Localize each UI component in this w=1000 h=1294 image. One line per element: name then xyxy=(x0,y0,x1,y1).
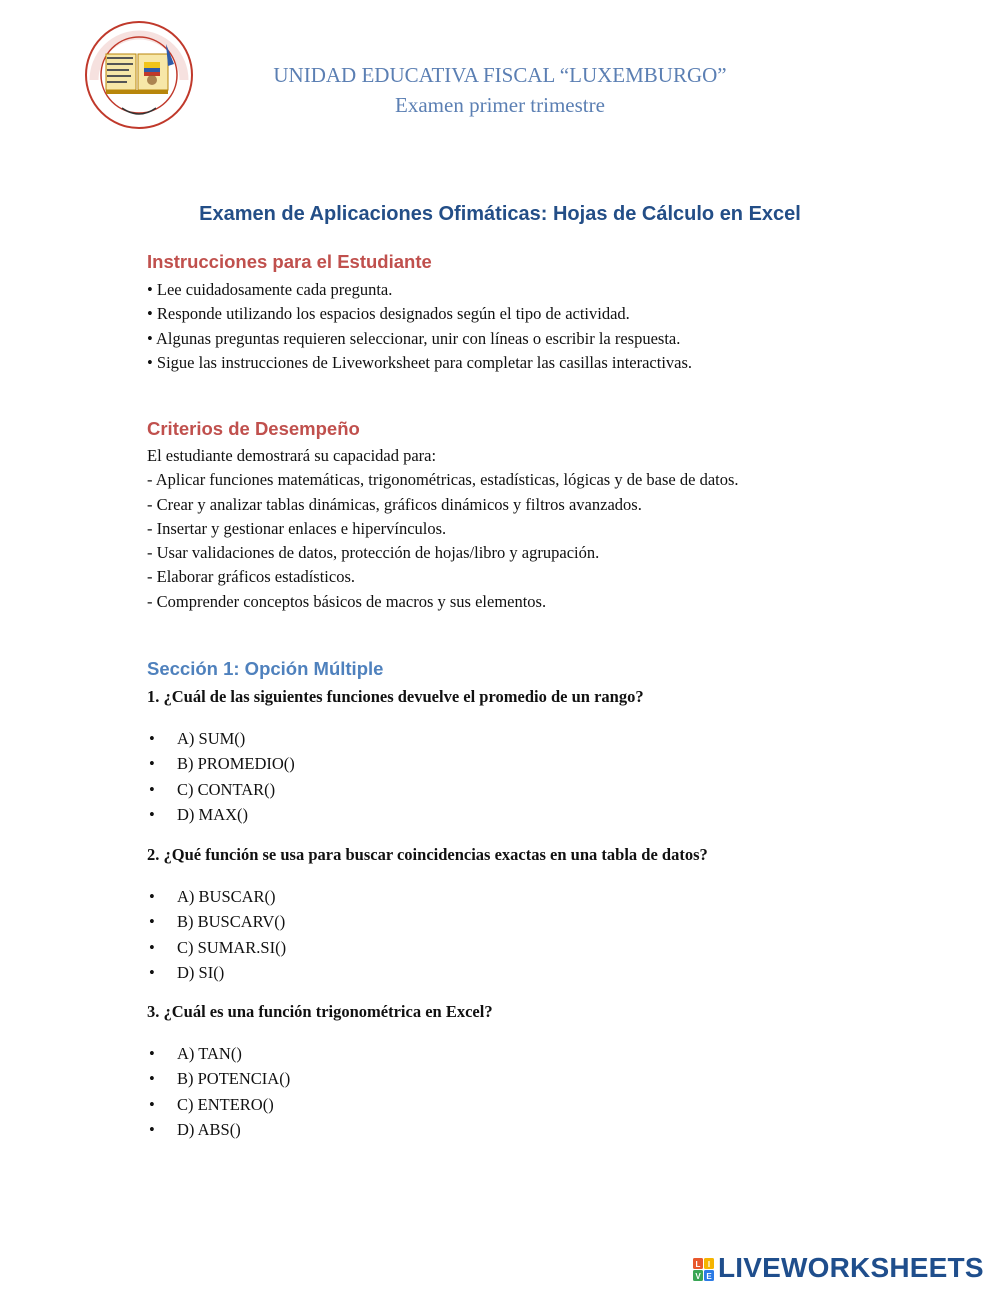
answer-option[interactable] xyxy=(147,884,286,909)
liveworksheets-tiles-icon xyxy=(693,1258,715,1282)
bullet-icon: • xyxy=(149,937,155,957)
answer-option[interactable] xyxy=(147,751,295,776)
option-label: D) ABS() xyxy=(177,1119,241,1139)
bullet-icon: • xyxy=(149,779,155,799)
instruction-item: • Lee cuidadosamente cada pregunta. xyxy=(147,280,393,299)
question-1: 1. ¿Cuál de las siguientes funciones devuelve el promedio de un rango? xyxy=(147,687,644,706)
option-label: B) POTENCIA() xyxy=(177,1069,291,1089)
answer-option[interactable] xyxy=(147,726,295,751)
answer-option[interactable] xyxy=(147,1066,290,1091)
question-3-options xyxy=(147,1041,290,1142)
answer-option[interactable] xyxy=(147,1117,290,1142)
answer-option[interactable] xyxy=(147,935,286,960)
answer-option[interactable] xyxy=(147,1041,290,1066)
exam-subtitle: Examen primer trimestre xyxy=(395,93,605,117)
bullet-icon: • xyxy=(149,1094,155,1114)
bullet-icon: • xyxy=(149,754,155,774)
section1-heading: Sección 1: Opción Múltiple xyxy=(147,658,384,679)
criteria-intro: El estudiante demostrará su capacidad para: xyxy=(147,446,437,465)
tile-letter: I xyxy=(707,1260,711,1269)
bullet-icon: • xyxy=(149,804,155,824)
school-header xyxy=(0,60,1000,120)
tile-letter: V xyxy=(695,1272,701,1281)
instruction-item: • Responde utilizando los espacios designados según el tipo de actividad. xyxy=(147,304,630,324)
option-label: C) ENTERO() xyxy=(177,1094,274,1114)
bullet-icon: • xyxy=(149,912,155,932)
tile-letter: E xyxy=(706,1272,712,1281)
answer-option[interactable] xyxy=(147,777,295,802)
question-3: 3. ¿Cuál es una función trigonométrica en Excel? xyxy=(147,1002,493,1021)
liveworksheets-brand[interactable]: LIVEWORKSHEETS xyxy=(718,1252,984,1283)
answer-option[interactable] xyxy=(147,960,286,985)
tile-letter: L xyxy=(695,1260,701,1269)
bullet-icon: • xyxy=(149,729,155,748)
option-label: A) SUM() xyxy=(177,729,246,748)
question-2-options xyxy=(147,884,286,985)
instruction-item: • Sigue las instrucciones de Liveworksheet para completar las casillas interactivas. xyxy=(147,352,693,372)
instructions-list xyxy=(147,278,692,375)
question-2: 2. ¿Qué función se usa para buscar coincidencias exactas en una tabla de datos? xyxy=(147,845,708,864)
option-label: C) CONTAR() xyxy=(177,779,276,799)
criteria-heading: Criterios de Desempeño xyxy=(147,418,360,439)
bullet-icon: • xyxy=(149,1044,155,1063)
bullet-icon: • xyxy=(149,887,155,906)
option-label: A) TAN() xyxy=(177,1044,242,1063)
option-label: D) MAX() xyxy=(177,804,249,824)
bullet-icon: • xyxy=(149,1069,155,1089)
question-1-options xyxy=(147,726,295,827)
criteria-item: - Elaborar gráficos estadísticos. xyxy=(147,567,356,587)
criteria-item: - Crear y analizar tablas dinámicas, gráficos dinámicos y filtros avanzados. xyxy=(147,494,642,514)
instructions-heading: Instrucciones para el Estudiante xyxy=(147,251,432,272)
document-title: Examen de Aplicaciones Ofimáticas: Hojas de Cálculo en Excel xyxy=(199,203,801,225)
bullet-icon: • xyxy=(149,1119,155,1139)
answer-option[interactable] xyxy=(147,909,286,934)
criteria-item: - Aplicar funciones matemáticas, trigonométricas, estadísticas, lógicas y de base de datos. xyxy=(147,470,739,490)
option-label: C) SUMAR.SI() xyxy=(177,937,287,957)
criteria-item: - Comprender conceptos básicos de macros y sus elementos. xyxy=(147,591,547,611)
criteria-item: - Usar validaciones de datos, protección de hojas/libro y agrupación. xyxy=(147,543,600,563)
option-label: B) BUSCARV() xyxy=(177,912,286,932)
instruction-item: • Algunas preguntas requieren seleccionar, unir con líneas o escribir la respuesta. xyxy=(147,328,681,348)
bullet-icon: • xyxy=(149,962,155,982)
option-label: D) SI() xyxy=(177,962,225,982)
option-label: A) BUSCAR() xyxy=(177,887,276,906)
criteria-item: - Insertar y gestionar enlaces e hipervínculos. xyxy=(147,518,447,538)
option-label: B) PROMEDIO() xyxy=(177,754,295,774)
criteria-list xyxy=(147,444,739,614)
school-name: UNIDAD EDUCATIVA FISCAL “LUXEMBURGO” xyxy=(273,63,727,87)
answer-option[interactable] xyxy=(147,802,295,827)
answer-option[interactable] xyxy=(147,1092,290,1117)
